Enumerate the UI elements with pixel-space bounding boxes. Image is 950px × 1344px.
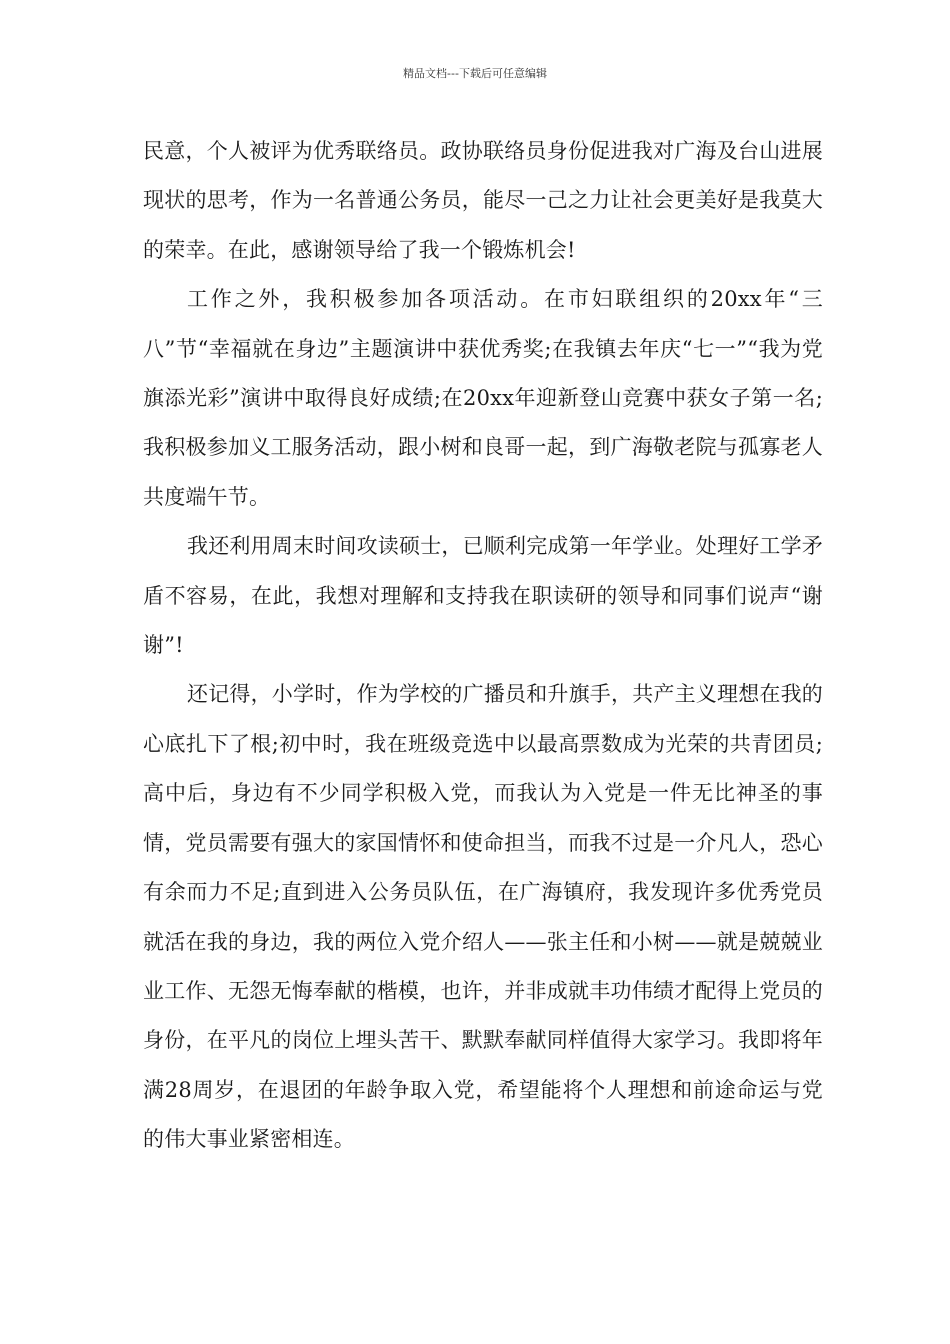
page-header: 精品文档---下载后可任意编辑 (403, 67, 547, 80)
paragraph-3: 我还利用周末时间攻读硕士，已顺利完成第一年学业。处理好工学矛盾不容易，在此，我想对理解和支持我在职读研的领导和同事们说声“谢谢”! (143, 534, 823, 658)
paragraph-4: 还记得，小学时，作为学校的广播员和升旗手，共产主义理想在我的心底扎下了根;初中时，我在班级竞选中以最高票数成为光荣的共青团员;高中后，身边有不少同学积极入党，而我认为入党是一件无比神圣的事情，党员需要有强大的家国情怀和使命担当，而我不过是一介凡人，恐心有余而力不足;直到进入公务员队伍，在广海镇府，我发现许多优秀党员就活在我的身边，我的两位入党介绍人——张主任和小树——就是兢兢业业工作、无怨无悔奉献的楷模，也许，并非成就丰功伟绩才配得上党员的身份，在平凡的岗位上埋头苦干、默默奉献同样值得大家学习。我即将年满28周岁，在退团的年龄争取入党，希望能将个人理想和前途命运与党的伟大事业紧密相连。 (143, 682, 823, 1152)
document-body (143, 127, 823, 1165)
paragraph-1: 民意，个人被评为优秀联络员。政协联络员身份促进我对广海及台山进展现状的思考，作为一名普通公务员，能尽一己之力让社会更美好是我莫大的荣幸。在此，感谢领导给了我一个锻炼机会! (143, 139, 823, 262)
paragraph-2: 工作之外，我积极参加各项活动。在市妇联组织的20xx年“三八”节“幸福就在身边”主题演讲中获优秀奖;在我镇去年庆“七一”“我为党旗添光彩”演讲中取得良好成绩;在20xx年迎新登山竞赛中获女子第一名;我积极参加义工服务活动，跟小树和良哥一起，到广海敬老院与孤寡老人共度端午节。 (143, 287, 823, 509)
